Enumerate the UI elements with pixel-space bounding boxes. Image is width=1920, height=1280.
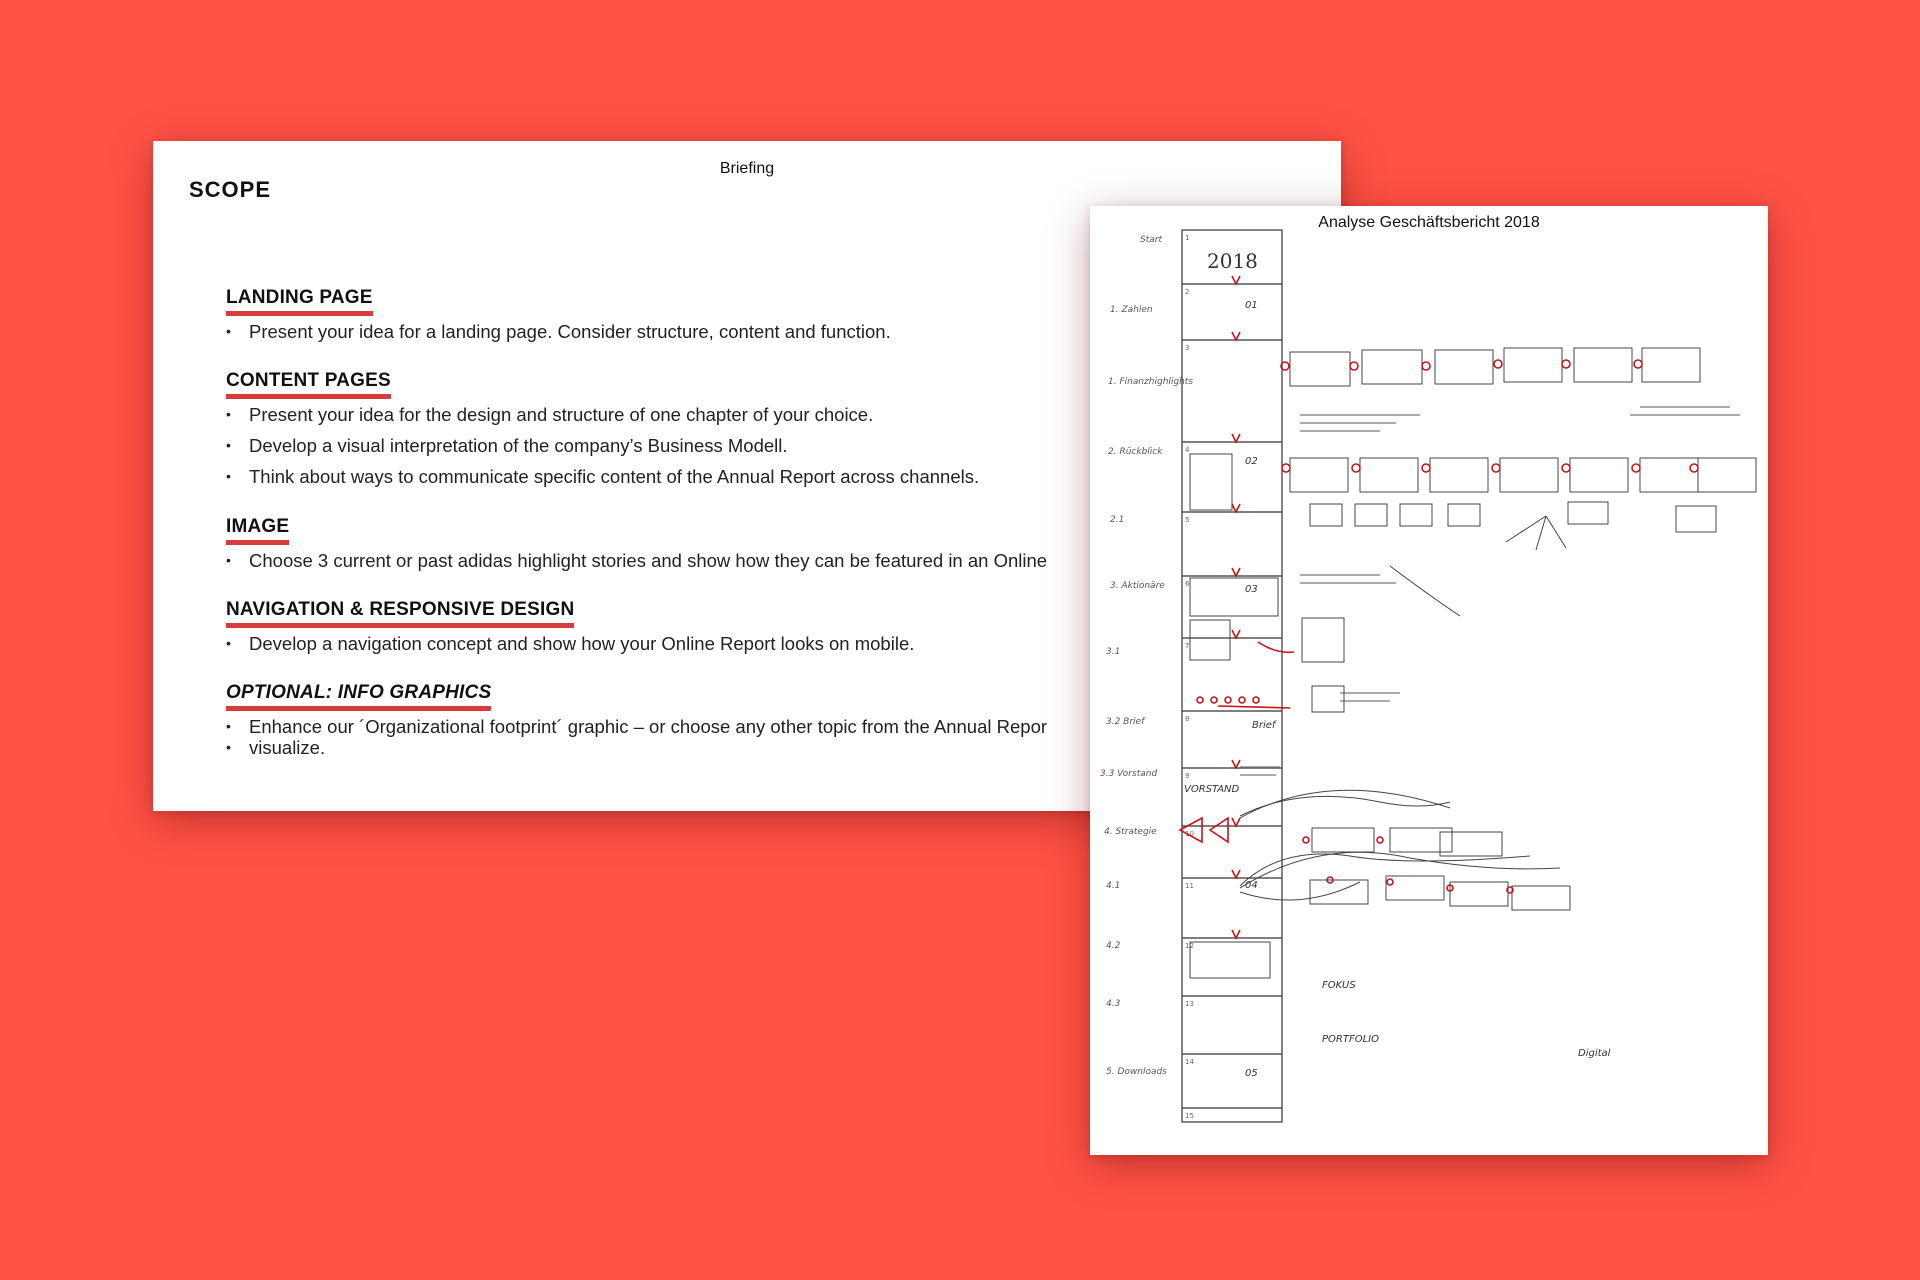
bullet-continuation: • visualize. xyxy=(226,737,1341,758)
row-number: 5 xyxy=(1185,516,1190,524)
sketch-sheet xyxy=(1090,206,1768,1155)
bullet-item: • Enhance our ´Organizational footprint´ graphic – or choose any other topic from the Annual Repor xyxy=(226,716,1341,737)
bullet-item: • Develop a navigation concept and show how your Online Report looks on mobile. xyxy=(226,633,1341,654)
sketch-drawing xyxy=(1090,206,1768,1155)
row-number: 7 xyxy=(1185,642,1190,650)
bullet-item: • Choose 3 current or past adidas highlight stories and show how they can be featured in an Online xyxy=(226,550,1341,571)
row-number: 6 xyxy=(1185,580,1190,588)
page-title: Briefing xyxy=(719,160,775,177)
bullet-item: • Think about ways to communicate specific content of the Annual Report across channels. xyxy=(226,466,1341,487)
sketch-label: 1. Finanzhighlights xyxy=(1108,377,1194,387)
sketch-label: 4. Strategie xyxy=(1104,827,1157,837)
row-number: 1 xyxy=(1185,234,1190,242)
row-number: 10 xyxy=(1185,830,1194,838)
row-number: 8 xyxy=(1185,715,1190,723)
sketch-caption: FOKUS xyxy=(1322,980,1356,991)
section-heading: IMAGE xyxy=(226,516,289,545)
bullet-item: • Present your idea for the design and structure of one chapter of your choice. xyxy=(226,404,1341,425)
section-heading: CONTENT PAGES xyxy=(226,370,391,399)
bullet-item: • Present your idea for a landing page. Consider structure, content and function. xyxy=(226,321,1341,342)
row-number: 3 xyxy=(1185,344,1190,352)
brand-logo: SCOPE xyxy=(189,177,272,202)
sketch-label: 3.3 Vorstand xyxy=(1100,769,1158,779)
row-number: 13 xyxy=(1185,1000,1194,1008)
sketch-title: Analyse Geschäftsbericht 2018 xyxy=(1318,214,1540,231)
row-number: 2 xyxy=(1185,288,1190,296)
sketch-caption: 01 xyxy=(1245,300,1258,311)
sketch-year: 2018 xyxy=(1207,249,1258,273)
sketch-label: 2. Rückblick xyxy=(1108,447,1163,457)
sketch-caption: Digital xyxy=(1578,1048,1611,1059)
sketch-label: 4.1 xyxy=(1106,881,1121,891)
row-number: 11 xyxy=(1185,882,1194,890)
section-heading: LANDING PAGE xyxy=(226,287,373,316)
row-number: 9 xyxy=(1185,772,1190,780)
row-number: 4 xyxy=(1185,446,1190,454)
sketch-label: 4.3 xyxy=(1106,999,1121,1009)
sketch-caption: 02 xyxy=(1245,456,1258,467)
sketch-label: Start xyxy=(1140,235,1162,245)
sketch-label: 2.1 xyxy=(1110,515,1125,525)
sketch-caption: 04 xyxy=(1245,880,1258,891)
sketch-label: 3. Aktionäre xyxy=(1110,581,1165,591)
sketch-label: 4.2 xyxy=(1106,941,1121,951)
sketch-scribbles xyxy=(1240,406,1740,776)
sketch-red-marks xyxy=(1180,276,1698,938)
section-heading: NAVIGATION & RESPONSIVE DESIGN xyxy=(226,599,574,628)
row-number: 14 xyxy=(1185,1058,1194,1066)
sketch-caption: PORTFOLIO xyxy=(1322,1034,1379,1045)
sketch-caption: VORSTAND xyxy=(1184,784,1240,795)
row-number: 12 xyxy=(1185,942,1194,950)
sketch-label: 1. Zahlen xyxy=(1110,305,1153,315)
sketch-caption: 05 xyxy=(1245,1068,1258,1079)
sketch-label: 5. Downloads xyxy=(1106,1067,1167,1077)
sketch-label: 3.2 Brief xyxy=(1106,717,1145,727)
sketch-caption: 03 xyxy=(1245,584,1258,595)
row-number: 15 xyxy=(1185,1112,1194,1120)
sketch-label: 3.1 xyxy=(1106,647,1121,657)
section-heading: OPTIONAL: INFO GRAPHICS xyxy=(226,682,491,711)
sketch-caption: Brief xyxy=(1252,720,1276,731)
storyboard-column xyxy=(1182,230,1282,1122)
bullet-item: • Develop a visual interpretation of the company’s Business Modell. xyxy=(226,435,1341,456)
